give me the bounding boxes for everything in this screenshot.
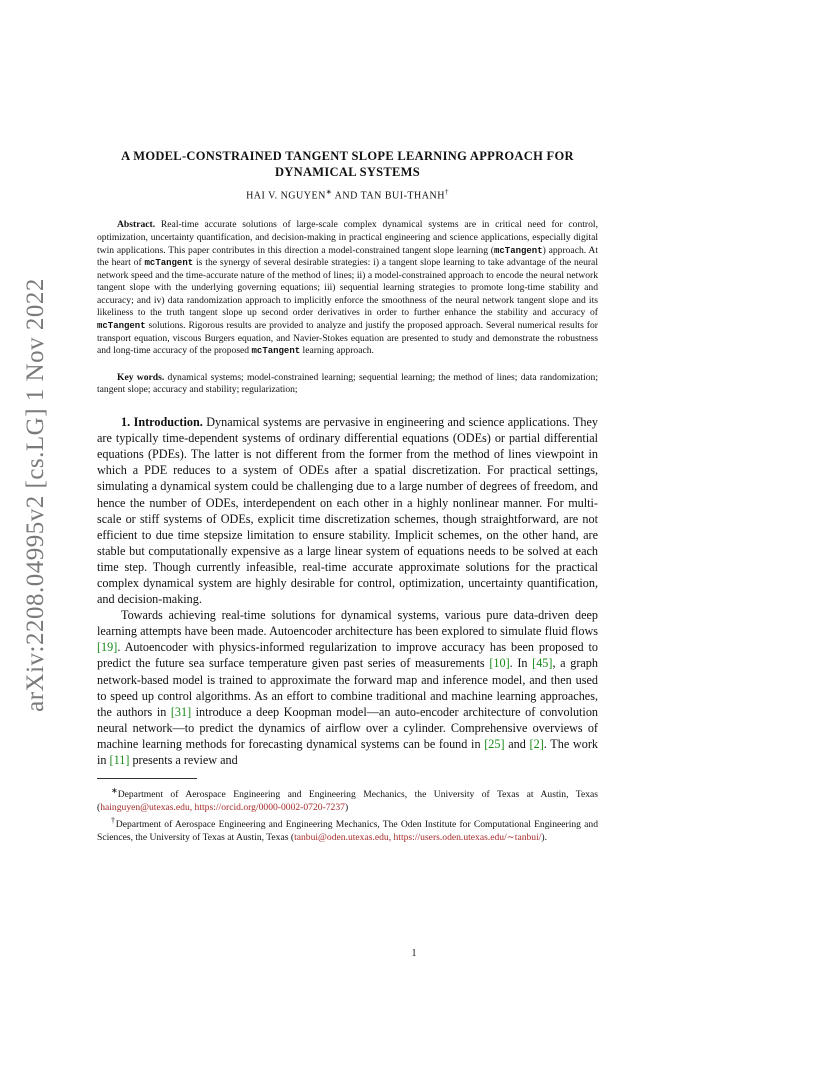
citation-31[interactable]: [31] [170, 704, 192, 719]
author-connector: AND [332, 190, 361, 202]
footnote-2-text: Department of Aerospace Engineering and Engineering Mechanics, The Oden Institute for Computational Engineering and Sciences, the University of Texas at Austin, Texas ( [97, 819, 598, 843]
citation-11[interactable]: [11] [109, 753, 130, 768]
citation-25[interactable]: [25] [484, 736, 505, 751]
paragraph-1 [97, 414, 598, 607]
footnote-1-end: ) [344, 801, 349, 813]
citation-19[interactable]: [19] [97, 640, 118, 655]
paragraph-2-text-a: Towards achieving real-time solutions for dynamical systems, various pure data-driven deep learning attempts have been made. Autoencoder architecture has been explored to simulate fluid flows [97, 608, 598, 639]
paragraph-1-text: Dynamical systems are pervasive in engineering and science applications. They are typically time-dependent systems of ordinary differential equations (ODEs) or partial differential equations (PDEs). The latter is not different from the former from the method of lines viewpoint in which a PDE reduces to a system of ODEs after a spatial discretization. For practical settings, simulating a dynamical system could be challenging due to a large number of degrees of freedom, and hence the number of ODEs, interdependent on each other in a highly nonlinear manner. For multi-scale or stiff systems of ODEs, explicit time discretization schemes, though straightforward, are not efficient to due time stepsize limitation to ensure stability. Implicit schemes, on the other hand, are stable but computationally expensive as a large linear system of equations needs to be solved at each time step. Though currently infeasible, real-time accurate approximate solutions for the practical complex dynamical system are highly desirable for control, optimization, uncertainty quantification, and decision-making. [97, 415, 598, 607]
paragraph-2-text-h: presents a review and [129, 753, 238, 768]
abstract-code-1: mcTangent [494, 245, 543, 256]
abstract-text-4: solutions. Rigorous results are provided to analyze and justify the proposed approach. Several numerical results for transport equation, viscous Burgers equation, and Navier-Stokes equation are presented to study and demonstrate the robustness and long-time accuracy of the proposed [97, 320, 598, 357]
author-line [97, 188, 598, 201]
page-number: 1 [411, 948, 417, 959]
abstract-code-4: mcTangent [251, 346, 301, 357]
footnotes [97, 785, 598, 844]
arxiv-stamp [14, 278, 58, 712]
keywords-text: dynamical systems; model-constrained learning; sequential learning; the method of lines; data randomization; tangent slope; accuracy and stability; regularization; [97, 371, 598, 396]
abstract-code-3: mcTangent [97, 321, 146, 332]
abstract-text-3: is the synergy of several desirable strategies: i) a tangent slope learning to take advantage of the neural network speed and the time-accurate nature of the method of lines; ii) a model-constrained approach to encode the neural network tangent slope with the underlying governing equations; iii) sequential learning strategies to promote long-time stability and accuracy; and iv) data randomization approach to implicitly enforce the smoothness of the neural network tangent slope and its likeliness to the truth tangent slope up second order derivatives in order to further enhance the stability and accuracy of [97, 257, 598, 319]
paragraph-2-text-f: and [504, 736, 530, 751]
arxiv-id-text: arXiv:2208.04995v2 [cs.LG] 1 Nov 2022 [22, 278, 50, 712]
abstract-text-2: ) approach. At the heart of [97, 244, 598, 269]
abstract-label: Abstract. [117, 219, 156, 231]
paragraph-2-text-g: . The work in [97, 736, 598, 768]
author-1-mark: ∗ [325, 188, 333, 196]
paragraph-2-text-d: , a graph network-based model is trained to approximate the forward map and inference model, and then used to speed up control algorithms. As an effort to combine traditional and machine learning approaches, the authors in [97, 656, 598, 719]
footnote-1-link[interactable]: hainguyen@utexas.edu, https://orcid.org/0000-0002-0720-7237 [100, 801, 345, 813]
footnote-2-link[interactable]: tanbui@oden.utexas.edu, https://users.oden.utexas.edu/∼tanbui/ [294, 831, 542, 843]
footnote-divider [97, 778, 197, 779]
footnote-1 [97, 785, 598, 814]
citation-10[interactable]: [10] [489, 656, 510, 671]
abstract-text-5: learning approach. [300, 345, 374, 357]
citation-45[interactable]: [45] [532, 656, 553, 671]
keywords [97, 372, 598, 397]
abstract-code-2: mcTangent [144, 258, 194, 269]
paragraph-2 [97, 607, 598, 768]
section-introduction [97, 414, 598, 768]
page-content [97, 148, 598, 845]
abstract [97, 219, 598, 358]
author-2: TAN BUI-THANH [360, 190, 445, 202]
footnote-2-mark: † [111, 816, 116, 826]
paragraph-2-text-c: . In [509, 656, 533, 671]
author-2-mark: † [444, 188, 449, 196]
paragraph-2-text-b: . Autoencoder with physics-informed regularization to improve accuracy has been proposed to predict the future sea surface temperature given past series of measurements [97, 640, 598, 671]
footnote-1-text: Department of Aerospace Engineering and Engineering Mechanics, the University of Texas at Austin, Texas ( [97, 789, 598, 813]
section-heading: 1. Introduction. [121, 415, 203, 430]
footnote-2-end: ). [541, 831, 548, 843]
keywords-label: Key words. [117, 371, 165, 383]
footnote-1-mark: ∗ [111, 786, 118, 796]
paragraph-2-text-e: introduce a deep Koopman model—an auto-encoder architecture of convolution neural network—to predict the dynamics of airflow over a cylinder. Comprehensive overviews of machine learning methods for forecasting dynamical systems can be found in [97, 704, 599, 751]
paper-title: A MODEL-CONSTRAINED TANGENT SLOPE LEARNING APPROACH FOR DYNAMICAL SYSTEMS [121, 149, 574, 179]
citation-2[interactable]: [2] [529, 736, 544, 751]
footnote-2 [97, 815, 598, 844]
author-1: HAI V. NGUYEN [246, 190, 326, 202]
abstract-text-1: Real-time accurate solutions of large-scale complex dynamical systems are in critical need for control, optimization, uncertainty quantification, and decision-making in practical engineering and science applications, especially digital twin applications. This paper contributes in this direction a model-constrained tangent slope learning ( [97, 219, 598, 256]
